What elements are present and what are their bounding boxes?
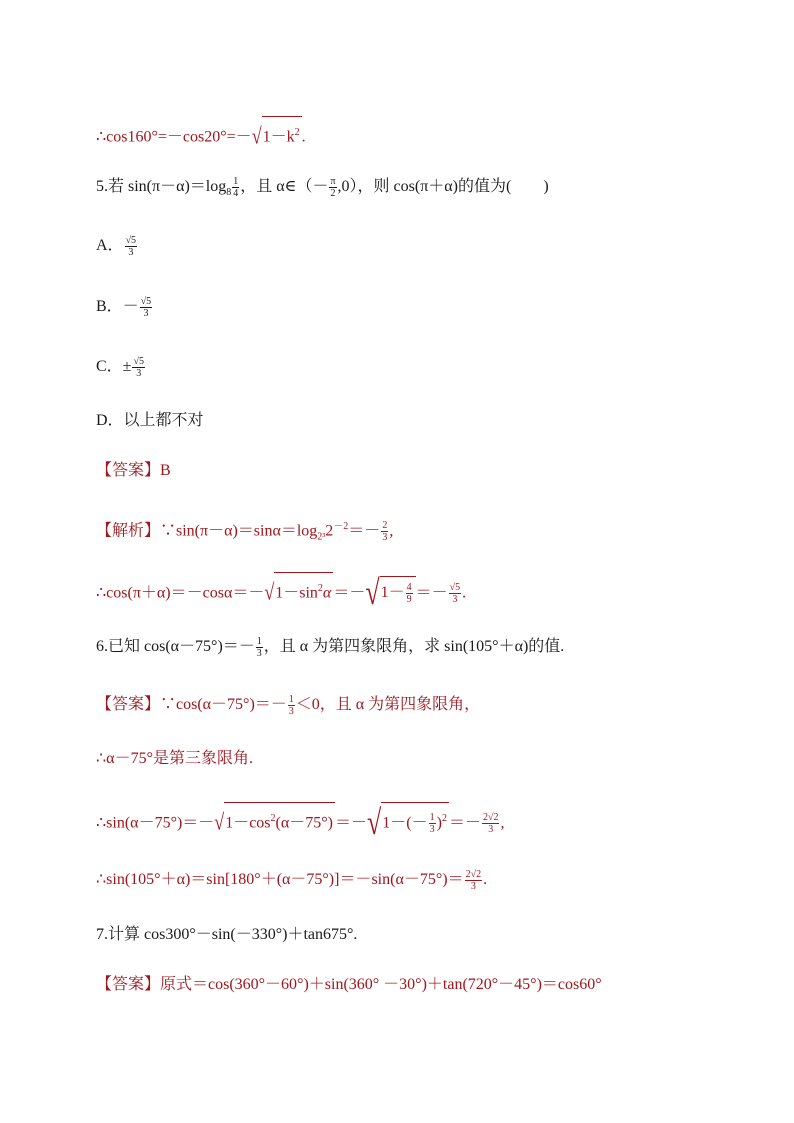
- text: .: [301, 128, 306, 146]
- text: ∴cos(π＋α)＝－cosα＝－: [96, 584, 265, 602]
- text: ＝－: [334, 814, 367, 832]
- exponent: 2: [294, 127, 300, 138]
- text: ＝－: [348, 522, 381, 540]
- question-7: [96, 920, 734, 950]
- text: ,0），则 cos(π＋α)的值为( ): [337, 178, 549, 195]
- text: ,: [389, 522, 394, 540]
- exponent: －2: [333, 521, 349, 532]
- text: 【解析】∵sin(π－α)＝sinα＝log: [96, 522, 318, 540]
- option-label: B．－: [96, 298, 139, 315]
- sqrt: $√1-\cos^2(\alpha-75^\circ)$: [214, 802, 335, 838]
- log-base: 8: [226, 187, 232, 199]
- option-d: [96, 406, 734, 436]
- fraction: $\frac{√5}{3}$: [125, 234, 137, 258]
- fraction: $\frac{1}{3}$: [256, 635, 262, 659]
- option-label: C．±: [96, 358, 132, 375]
- text: 【答案】∵cos(α－75°)＝－: [96, 696, 287, 713]
- answer-6-line-3: [96, 802, 734, 843]
- question-5: [96, 172, 734, 208]
- log-base: 2³: [317, 531, 326, 543]
- text: ＝－: [448, 814, 481, 832]
- sqrt: $√1-\sin^2\alpha$: [264, 572, 333, 608]
- answer-7: [96, 970, 734, 1000]
- fraction: $\frac{2√2}{3}$: [482, 812, 499, 836]
- text: ∴cos160°=－cos20°=－: [96, 128, 252, 146]
- text: 7.计算 cos300°－sin(－330°)＋tan675°.: [96, 926, 358, 943]
- option-b: [96, 292, 734, 322]
- answer-6-line-4: [96, 865, 734, 895]
- text: 5.若 sin(π－α)＝log: [96, 178, 227, 195]
- option-label: A．: [96, 237, 124, 254]
- option-c: [96, 352, 734, 382]
- radicand: 1－k: [262, 128, 295, 146]
- text: 6.已知 cos(α－75°)＝－: [96, 638, 255, 655]
- text: ∴sin(105°＋α)＝sin[180°＋(α－75°)]＝－sin(α－75°)＝: [96, 871, 464, 888]
- text: ∴α－75°是第三象限角.: [96, 750, 253, 767]
- answer-text: 【答案】B: [96, 462, 171, 479]
- text: ，且 α 为第四象限角，求 sin(105°＋α)的值.: [263, 638, 565, 655]
- text: 2: [325, 522, 334, 540]
- text: ，且 α∈（－: [240, 178, 329, 195]
- text: ∴sin(α－75°)＝－: [96, 814, 215, 832]
- answer-text: 【答案】原式＝cos(360°－60°)＋sin(360° －30°)＋tan(720°－45°)＝cos60°: [96, 976, 602, 993]
- sqrt: √1－(－ $\frac{1}{3}$ )$^2$: [367, 803, 447, 843]
- answer-6-line-1: [96, 690, 734, 720]
- sqrt: $√1-k^2$: [252, 116, 302, 152]
- fraction: $\frac{2√2}{3}$: [465, 868, 482, 892]
- answer-5: [96, 456, 734, 486]
- fraction: $\frac{1}{3}$: [288, 693, 294, 717]
- fraction: $\frac{√5}{3}$: [449, 582, 461, 606]
- derivation-line-1: [96, 116, 734, 152]
- option-a: [96, 231, 734, 261]
- fraction: $\frac{√5}{3}$: [133, 355, 144, 379]
- text: ＜0，且 α 为第四象限角，: [295, 696, 481, 713]
- text: .: [462, 584, 467, 602]
- explanation-line-1: [96, 512, 734, 553]
- fraction: $\frac{√5}{3}$: [140, 295, 152, 319]
- text: ＝－: [333, 584, 366, 602]
- question-6: [96, 632, 734, 662]
- explanation-line-2: [96, 572, 734, 613]
- fraction: $\frac{2}{3}$: [382, 520, 388, 544]
- text: ＝－: [415, 584, 448, 602]
- text: .: [483, 871, 488, 888]
- answer-6-line-2: [96, 744, 734, 774]
- option-text: D．以上都不对: [96, 412, 204, 429]
- fraction: $\frac{\pi}{2}$: [330, 175, 336, 199]
- text: ,: [500, 814, 505, 832]
- fraction: $\frac{1}{4}$: [233, 175, 239, 199]
- sqrt: √1－ $\frac{4}{9}$: [365, 576, 415, 608]
